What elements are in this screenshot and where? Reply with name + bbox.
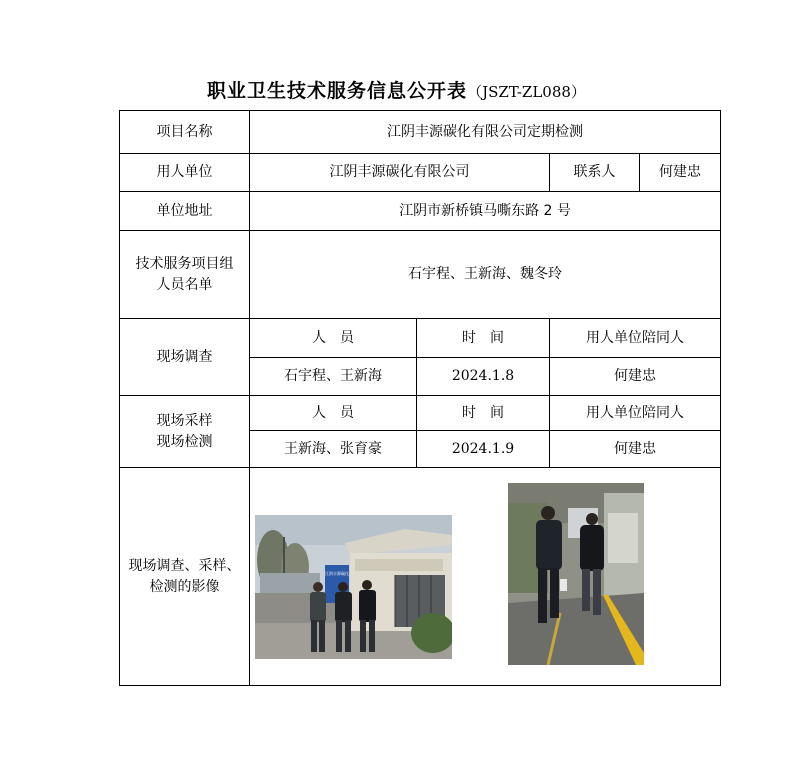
contact-value: 何建忠 [640, 154, 721, 192]
project-name-value: 江阴丰源碳化有限公司定期检测 [250, 111, 721, 154]
sampling-companion: 何建忠 [550, 431, 721, 468]
row-sampling-header [120, 396, 721, 431]
sampling-time: 2024.1.9 [417, 431, 550, 468]
title-text: 职业卫生技术服务信息公开表 [207, 80, 468, 102]
images-label [120, 468, 250, 686]
page-title [0, 76, 793, 103]
survey-header-time: 时 间 [417, 319, 550, 358]
address-value: 江阴市新桥镇马嘶东路 2 号 [250, 192, 721, 231]
employer-label: 用人单位 [120, 154, 250, 192]
team-value: 石宇程、王新海、魏冬玲 [250, 231, 721, 319]
title-code: （JSZT-ZL088） [467, 83, 586, 101]
survey-header-personnel: 人 员 [250, 319, 417, 358]
row-project-name [120, 111, 721, 154]
sampling-header-companion: 用人单位陪同人 [550, 396, 721, 431]
gate-sign-text: 江阴丰源碳化 [325, 571, 349, 576]
sampling-label [120, 396, 250, 468]
gate-photo [255, 515, 452, 659]
images-label-line2: 检测的影像 [149, 578, 220, 595]
survey-label: 现场调查 [120, 319, 250, 396]
row-survey-header [120, 319, 721, 358]
sampling-header-personnel: 人 员 [250, 396, 417, 431]
sampling-label-line1: 现场采样 [156, 412, 213, 429]
survey-personnel: 石宇程、王新海 [250, 358, 417, 396]
row-team [120, 231, 721, 319]
workshop-photo [508, 483, 644, 665]
project-name-label: 项目名称 [120, 111, 250, 154]
survey-header-companion: 用人单位陪同人 [550, 319, 721, 358]
survey-companion: 何建忠 [550, 358, 721, 396]
team-label-line2: 人员名单 [156, 276, 213, 293]
team-label-line1: 技术服务项目组 [135, 255, 234, 272]
employer-value: 江阴丰源碳化有限公司 [250, 154, 550, 192]
sampling-personnel: 王新海、张育豪 [250, 431, 417, 468]
team-label [120, 231, 250, 319]
row-employer [120, 154, 721, 192]
contact-label: 联系人 [550, 154, 640, 192]
survey-time: 2024.1.8 [417, 358, 550, 396]
address-label: 单位地址 [120, 192, 250, 231]
sampling-header-time: 时 间 [417, 396, 550, 431]
sampling-label-line2: 现场检测 [156, 433, 213, 450]
images-label-line1: 现场调查、采样、 [128, 557, 241, 574]
row-address [120, 192, 721, 231]
